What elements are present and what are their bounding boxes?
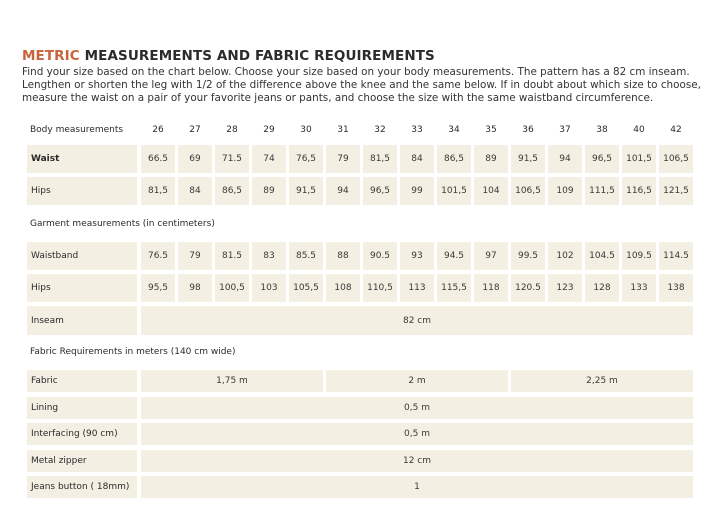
waistband-cell: 114.5 <box>659 242 693 270</box>
waist-cell: 91,5 <box>511 145 545 173</box>
waistband-cell: 88 <box>326 242 360 270</box>
waistband-cell: 90.5 <box>363 242 397 270</box>
garment-hips-cell: 108 <box>326 274 360 302</box>
body-hips-cell: 101,5 <box>437 177 471 205</box>
size-header-cell: 33 <box>411 125 423 135</box>
body-hips-cell: 81,5 <box>141 177 175 205</box>
waistband-cell: 81.5 <box>215 242 249 270</box>
garment-hips-cell: 103 <box>252 274 286 302</box>
size-header-cell: 35 <box>485 125 497 135</box>
body-hips-cell: 109 <box>548 177 582 205</box>
waistband-cell: 93 <box>400 242 434 270</box>
size-header-cell: 29 <box>263 125 275 135</box>
garment-hips-cell: 105,5 <box>289 274 323 302</box>
garment-hips-cell: 98 <box>178 274 212 302</box>
size-header-cell: 37 <box>559 125 571 135</box>
waistband-cell: 85.5 <box>289 242 323 270</box>
waistband-cell: 97 <box>474 242 508 270</box>
waist-cell: 89 <box>474 145 508 173</box>
waist-cell: 71.5 <box>215 145 249 173</box>
size-header-cell: 32 <box>374 125 386 135</box>
body-hips-cell: 89 <box>252 177 286 205</box>
waist-cell: 94 <box>548 145 582 173</box>
fabric-value-medium: 2 m <box>326 370 508 392</box>
size-header-cell: 31 <box>337 125 349 135</box>
body-hips-cell: 104 <box>474 177 508 205</box>
body-measurements-header: Body measurements <box>30 125 124 135</box>
row-label-inseam: Inseam <box>27 306 137 335</box>
body-hips-cell: 91,5 <box>289 177 323 205</box>
body-hips-cell: 111,5 <box>585 177 619 205</box>
fabric-header: Fabric Requirements in meters (140 cm wide) <box>30 347 236 357</box>
row-label-interfacing: Interfacing (90 cm) <box>27 423 137 445</box>
waist-cell: 101,5 <box>622 145 656 173</box>
size-header-cell: 42 <box>670 125 682 135</box>
lining-value: 0,5 m <box>141 397 693 419</box>
waistband-cell: 99.5 <box>511 242 545 270</box>
size-header-cell: 34 <box>448 125 460 135</box>
zipper-value: 12 cm <box>141 450 693 472</box>
garment-hips-cell: 120.5 <box>511 274 545 302</box>
garment-hips-cell: 123 <box>548 274 582 302</box>
garment-hips-cell: 128 <box>585 274 619 302</box>
body-hips-cell: 106,5 <box>511 177 545 205</box>
row-label-waistband: Waistband <box>27 242 137 270</box>
waistband-cell: 76.5 <box>141 242 175 270</box>
row-label-zipper: Metal zipper <box>27 450 137 472</box>
size-header-cell: 40 <box>633 125 645 135</box>
size-header-cell: 30 <box>300 125 312 135</box>
row-label-fabric: Fabric <box>27 370 137 392</box>
fabric-value-large: 2,25 m <box>511 370 693 392</box>
garment-header: Garment measurements (in centimeters) <box>30 219 215 229</box>
size-header-cell: 27 <box>189 125 201 135</box>
waistband-cell: 109.5 <box>622 242 656 270</box>
title-accent: METRIC <box>22 48 80 64</box>
body-hips-cell: 116,5 <box>622 177 656 205</box>
page-title <box>22 48 435 64</box>
garment-hips-cell: 110,5 <box>363 274 397 302</box>
waist-cell: 79 <box>326 145 360 173</box>
waist-cell: 106,5 <box>659 145 693 173</box>
waist-cell: 74 <box>252 145 286 173</box>
size-header-cell: 38 <box>596 125 608 135</box>
garment-hips-cell: 133 <box>622 274 656 302</box>
waist-cell: 96,5 <box>585 145 619 173</box>
row-label-lining: Lining <box>27 397 137 419</box>
body-hips-cell: 84 <box>178 177 212 205</box>
waist-cell: 86,5 <box>437 145 471 173</box>
waistband-cell: 102 <box>548 242 582 270</box>
body-hips-cell: 121,5 <box>659 177 693 205</box>
row-label-button: Jeans button ( 18mm) <box>27 476 137 498</box>
waistband-cell: 79 <box>178 242 212 270</box>
fabric-value-small: 1,75 m <box>141 370 323 392</box>
waist-cell: 81,5 <box>363 145 397 173</box>
waist-cell: 76,5 <box>289 145 323 173</box>
body-hips-cell: 94 <box>326 177 360 205</box>
garment-hips-cell: 115,5 <box>437 274 471 302</box>
garment-hips-cell: 95,5 <box>141 274 175 302</box>
size-header-cell: 36 <box>522 125 534 135</box>
interfacing-value: 0,5 m <box>141 423 693 445</box>
waist-cell: 69 <box>178 145 212 173</box>
garment-hips-cell: 100,5 <box>215 274 249 302</box>
garment-hips-cell: 138 <box>659 274 693 302</box>
intro-paragraph: Find your size based on the chart below. Choose your size based on your body measurements. The pattern has a 82 cm inseam. Lengthen or shorten the leg with 1/2 of the difference above the knee and the same below. If in doubt about which size to choose, measure the waist on a pair of your favorite jeans or pants, and choose the size with the same waistband circumference. <box>22 66 701 105</box>
row-label-body-hips: Hips <box>27 177 137 205</box>
size-header-cell: 26 <box>152 125 164 135</box>
garment-hips-cell: 118 <box>474 274 508 302</box>
body-hips-cell: 99 <box>400 177 434 205</box>
size-header-cell: 28 <box>226 125 238 135</box>
waistband-cell: 104.5 <box>585 242 619 270</box>
button-value: 1 <box>141 476 693 498</box>
waistband-cell: 83 <box>252 242 286 270</box>
waist-cell: 66.5 <box>141 145 175 173</box>
inseam-value: 82 cm <box>141 306 693 335</box>
row-label-waist: Waist <box>27 145 137 173</box>
row-label-garment-hips: Hips <box>27 274 137 302</box>
waistband-cell: 94.5 <box>437 242 471 270</box>
waist-cell: 84 <box>400 145 434 173</box>
body-hips-cell: 86,5 <box>215 177 249 205</box>
title-rest: MEASUREMENTS AND FABRIC REQUIREMENTS <box>79 48 435 64</box>
garment-hips-cell: 113 <box>400 274 434 302</box>
body-hips-cell: 96,5 <box>363 177 397 205</box>
